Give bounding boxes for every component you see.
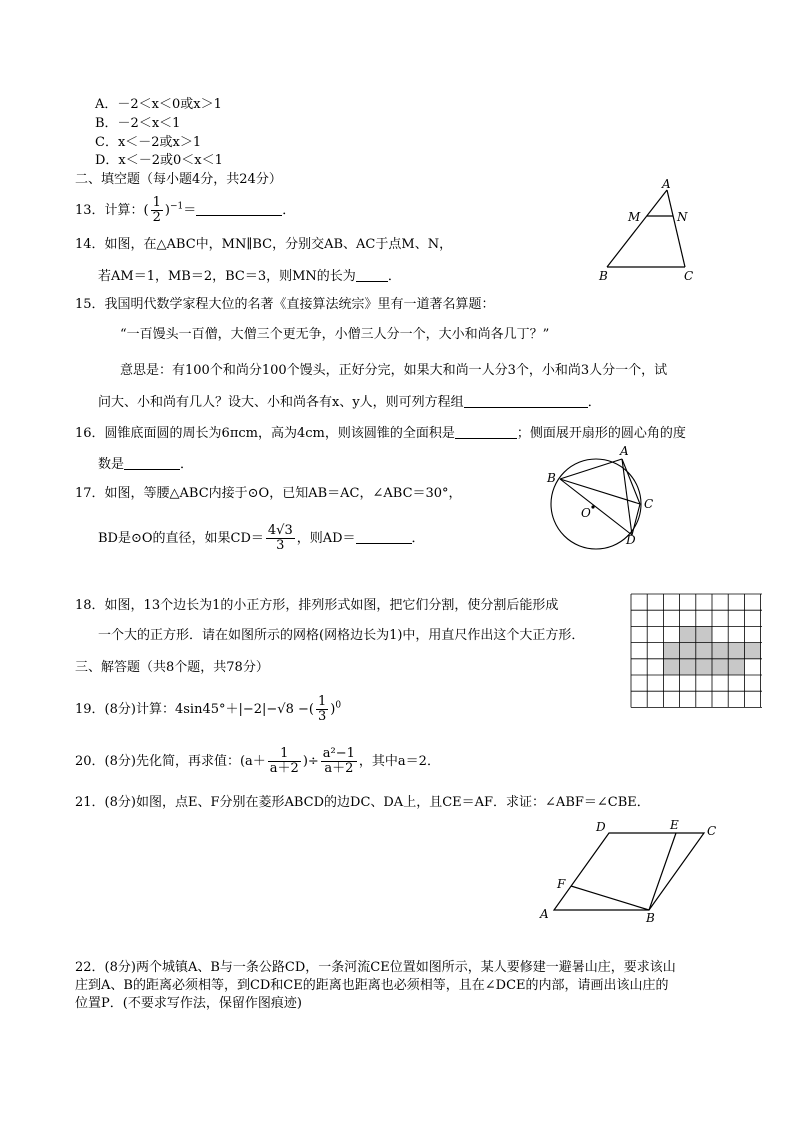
label-b: B — [646, 911, 655, 925]
shaded-square — [728, 643, 744, 659]
q17-line1: 17．如图，等腰△ABC内接于⊙O，已知AB＝AC，∠ABC＝30°， — [75, 486, 462, 501]
q15-line1: 15．我国明代数学家程大位的名著《直接算法统宗》里有一道著名算题： — [75, 297, 495, 312]
q22-line3: 位置P．(不要求写作法，保留作图痕迹) — [75, 996, 302, 1011]
q14-line1: 14．如图，在△ABC中，MN∥BC，分别交AB、AC于点M、N， — [75, 237, 453, 252]
label-a: A — [662, 177, 671, 191]
q12-option-c: C．x＜－2或x＞1 — [95, 135, 202, 150]
label-n: N — [677, 210, 688, 224]
label-e: E — [670, 818, 679, 832]
q19: 19．(8分)计算：4sin45°＋|−2|−√8 −( $\frac{1}{3}$ )$^0$ — [75, 694, 342, 724]
q22-line1: 22．(8分)两个城镇A、B与一条公路CD，一条河流CE位置如图所示，某人要修建一避暑山庄，要求该山 — [75, 960, 676, 975]
label-a: A — [620, 444, 629, 458]
shaded-square — [696, 626, 712, 642]
shaded-square — [663, 643, 679, 659]
q21: 21．(8分)如图，点E、F分别在菱形ABCD的边DC、DA上，且CE＝AF．求证：∠ABF＝∠CBE． — [75, 795, 650, 810]
shaded-square — [663, 659, 679, 675]
shaded-square — [712, 643, 728, 659]
label-a: A — [540, 907, 549, 921]
q20: 20．(8分)先化简，再求值：(a＋ $\frac{1}{a+2}$ )÷ $\frac{\text{a²−1}}{a+2}$ ，其中a＝2． — [75, 746, 440, 776]
shaded-square — [680, 659, 696, 675]
shaded-square — [680, 626, 696, 642]
q18-line2: 一个大的正方形．请在如图所示的网格(网格边长为1)中，用直尺作出这个大正方形． — [98, 628, 585, 643]
shaded-square — [696, 659, 712, 675]
label-c: C — [707, 824, 717, 838]
label-c: C — [644, 497, 654, 511]
q14-triangle-figure — [595, 176, 705, 286]
label-m: M — [628, 210, 641, 224]
q13: 13．计算：( $\frac{1}{2}$ )$^{-1}$＝ ． — [75, 195, 296, 225]
label-d: D — [596, 820, 606, 834]
q21-rhombus-figure — [534, 816, 724, 926]
shaded-square — [728, 659, 744, 675]
section3-title: 三、解答题（共8个题，共78分） — [75, 660, 269, 675]
shaded-square — [680, 643, 696, 659]
shaded-square — [696, 643, 712, 659]
q12-option-d: D．x＜－2或0＜x＜1 — [95, 153, 223, 168]
label-d: D — [626, 533, 636, 547]
q12-option-b: B．－2＜x＜1 — [95, 116, 181, 131]
label-o: O — [581, 506, 591, 520]
q15-line4: 问大、小和尚有几人？设大、小和尚各有x、y人，则可列方程组 ． — [98, 395, 601, 410]
q16-line1: 16．圆锥底面圆的周长为6πcm，高为4cm，则该圆锥的全面积是 ；侧面展开扇形的圆心角的度 — [75, 426, 686, 441]
label-b: B — [599, 269, 608, 283]
q22-line2: 庄到A、B的距离必须相等，到CD和CE的距离也距离也必须相等，且在∠DCE的内部，请画出该山庄的 — [75, 978, 669, 993]
q16-line2: 数是 ． — [98, 457, 194, 472]
q12-option-a: A．－2＜x＜0或x＞1 — [95, 97, 222, 112]
section2-title: 二、填空题（每小题4分，共24分） — [75, 172, 282, 187]
q15-quote: “一百馒头一百僧，大僧三个更无争，小僧三人分一个，大小和尚各几丁？” — [120, 327, 550, 342]
label-f: F — [557, 877, 566, 891]
label-b: B — [547, 471, 556, 485]
shaded-square — [712, 659, 728, 675]
q17-line2: BD是⊙O的直径，如果CD＝ $\frac{4√3}{3}$ ，则AD＝ ． — [98, 523, 425, 553]
q17-circle-figure — [540, 440, 670, 550]
shaded-square — [744, 643, 760, 659]
q14-line2: 若AM＝1，MB＝2，BC＝3，则MN的长为 ． — [98, 269, 401, 284]
q15-line3: 意思是：有100个和尚分100个馒头，正好分完，如果大和尚一人分3个，小和尚3人分一个，试 — [120, 363, 668, 378]
q18-grid-figure — [630, 592, 762, 712]
label-c: C — [684, 269, 694, 283]
q18-line1: 18．如图，13个边长为1的小正方形，排列形式如图，把它们分割，使分割后能形成 — [75, 598, 559, 613]
